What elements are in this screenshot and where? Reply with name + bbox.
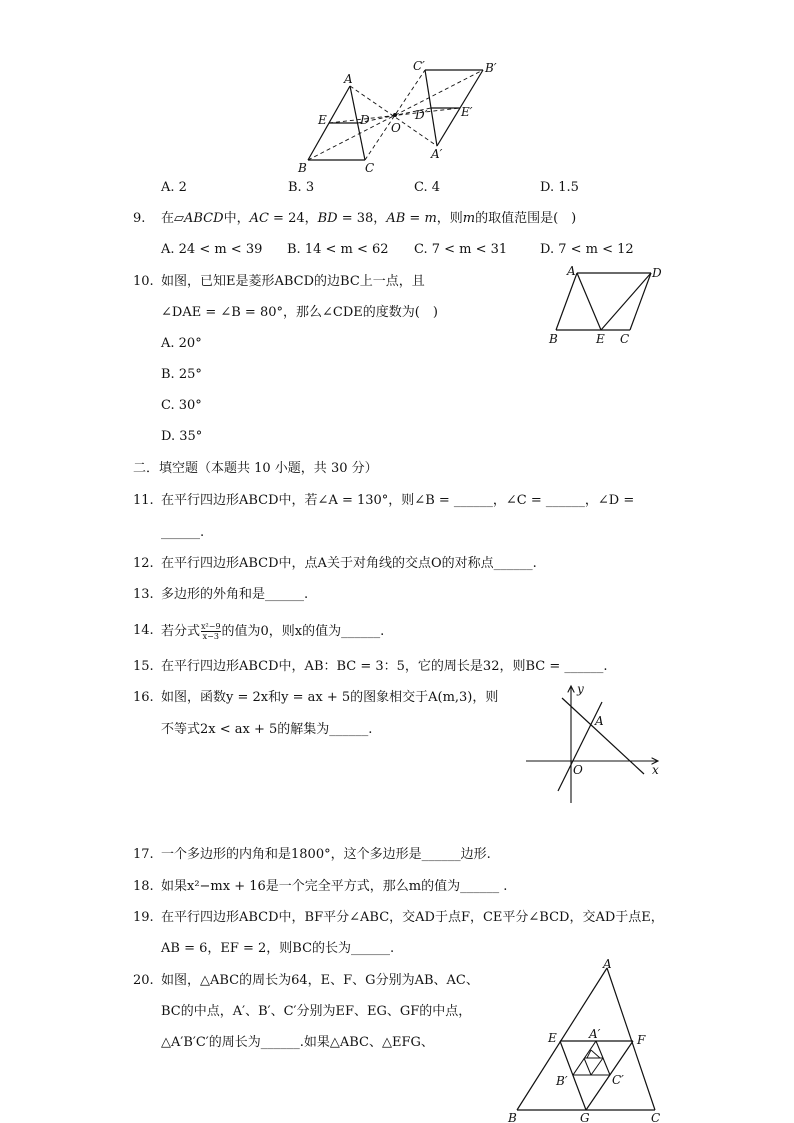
question-number: 12. <box>133 556 154 571</box>
question-number: 10. <box>133 274 154 289</box>
question-number: 16. <box>133 690 154 705</box>
fig-label: D <box>360 113 370 127</box>
question-text-line2: BC的中点，A′、B′、C′分别为EF、EG、GF的中点， <box>161 1004 472 1019</box>
q10-option-b: B. 25° <box>161 367 202 382</box>
q9-option-c: C. 7 < m < 31 <box>414 242 508 257</box>
fig-label: G <box>580 1111 590 1123</box>
question-text-line1: 如图，△ABC的周长为64，E、F、G分别为AB、AC、 <box>161 973 479 988</box>
fig-label: B <box>298 161 307 175</box>
question-text-line3: △A′B′C′的周长为______.如果△ABC、△EFG、 <box>161 1035 434 1050</box>
question-text-line2: AB = 6，EF = 2，则BC的长为______. <box>161 941 395 956</box>
question-text: 多边形的外角和是______. <box>161 587 309 602</box>
question-number: 13. <box>133 587 154 602</box>
q10-option-c: C. 30° <box>161 398 202 413</box>
question-text: 在▱ABCD中，AC = 24，BD = 38，AB = m，则m的取值范围是( ) <box>161 211 577 226</box>
fig-label: B <box>549 332 558 346</box>
fig-label: A′ <box>589 1027 601 1041</box>
question-text: 在平行四边形ABCD中，AB：BC = 3：5，它的周长是32，则BC = ______. <box>161 659 608 674</box>
q9-option-d: D. 7 < m < 12 <box>540 242 634 257</box>
fig-label: C′ <box>612 1073 624 1087</box>
fig-label: E <box>318 113 327 127</box>
question-number: 14. <box>133 623 154 638</box>
question-text: 一个多边形的内角和是1800°，这个多边形是______边形. <box>161 847 491 862</box>
q9-option-a: A. 24 < m < 39 <box>161 242 263 257</box>
question-number: 9. <box>133 211 146 226</box>
question-text: 如果x²−mx + 16是一个完全平方式，那么m的值为______ . <box>161 879 508 894</box>
question-text: 在平行四边形ABCD中，点A关于对角线的交点O的对称点______. <box>161 556 537 571</box>
fig-label: C′ <box>413 59 425 73</box>
q8-option-b: B. 3 <box>288 180 315 195</box>
fig-label: A′ <box>431 147 443 161</box>
question-number: 11. <box>133 493 154 508</box>
fig-label: B <box>508 1111 517 1123</box>
figure-q10-rhombus <box>545 263 670 347</box>
question-number: 20. <box>133 973 154 988</box>
fig-label: D <box>652 266 662 280</box>
q8-option-d: D. 1.5 <box>540 180 579 195</box>
figure-q20-triangles <box>505 958 670 1123</box>
fig-label: A <box>344 72 353 86</box>
fig-label: D′ <box>415 108 428 122</box>
q10-option-a: A. 20° <box>161 336 202 351</box>
fig-label: E′ <box>461 105 473 119</box>
fraction: $\frac{\text{x²−9}}{x-3}$ <box>201 622 221 641</box>
q8-option-c: C. 4 <box>414 180 441 195</box>
question-number: 18. <box>133 879 154 894</box>
fig-label: A <box>567 264 576 278</box>
question-text: 在平行四边形ABCD中，若∠A = 130°，则∠B = ______，∠C = ______，∠D = <box>161 493 635 508</box>
fig-label: y <box>577 682 584 696</box>
section-heading: 二．填空题（本题共 10 小题，共 30 分） <box>133 461 378 476</box>
figure-q8-triangles <box>295 58 505 176</box>
fig-label: A <box>595 714 604 728</box>
figure-q16-graph <box>522 680 667 805</box>
q8-option-a: A. 2 <box>161 180 187 195</box>
fig-label: E <box>596 332 605 346</box>
question-number: 15. <box>133 659 154 674</box>
fig-label: A <box>603 958 612 971</box>
fig-label: B′ <box>556 1074 568 1088</box>
question-number: 17. <box>133 847 154 862</box>
question-text-line2: ∠DAE = ∠B = 80°，那么∠CDE的度数为( ) <box>161 305 438 320</box>
fig-label: C <box>620 332 630 346</box>
question-number: 19. <box>133 910 154 925</box>
question-text-line2: ______. <box>161 525 205 540</box>
fig-label: O <box>573 763 583 777</box>
fig-label: F <box>637 1033 646 1047</box>
fig-label: O <box>391 121 401 135</box>
fig-label: C <box>365 161 375 175</box>
question-text-line1: 在平行四边形ABCD中，BF平分∠ABC，交AD于点F，CE平分∠BCD，交AD于点E， <box>161 910 664 925</box>
question-text-line1: 如图，函数y = 2x和y = ax + 5的图象相交于A(m,3)，则 <box>161 690 499 705</box>
fig-label: B′ <box>485 61 497 75</box>
question-text-line1: 如图，已知E是菱形ABCD的边BC上一点，且 <box>161 274 425 289</box>
fig-label: E <box>548 1031 557 1045</box>
question-text: 若分式 $\frac{\text{x²−9}}{x-3}$ 的值为0，则x的值为______. <box>161 622 385 641</box>
question-text-line2: 不等式2x < ax + 5的解集为______. <box>161 722 373 737</box>
fig-label: x <box>652 763 659 777</box>
q9-option-b: B. 14 < m < 62 <box>287 242 389 257</box>
q10-option-d: D. 35° <box>161 429 203 444</box>
fig-label: C <box>651 1111 661 1123</box>
